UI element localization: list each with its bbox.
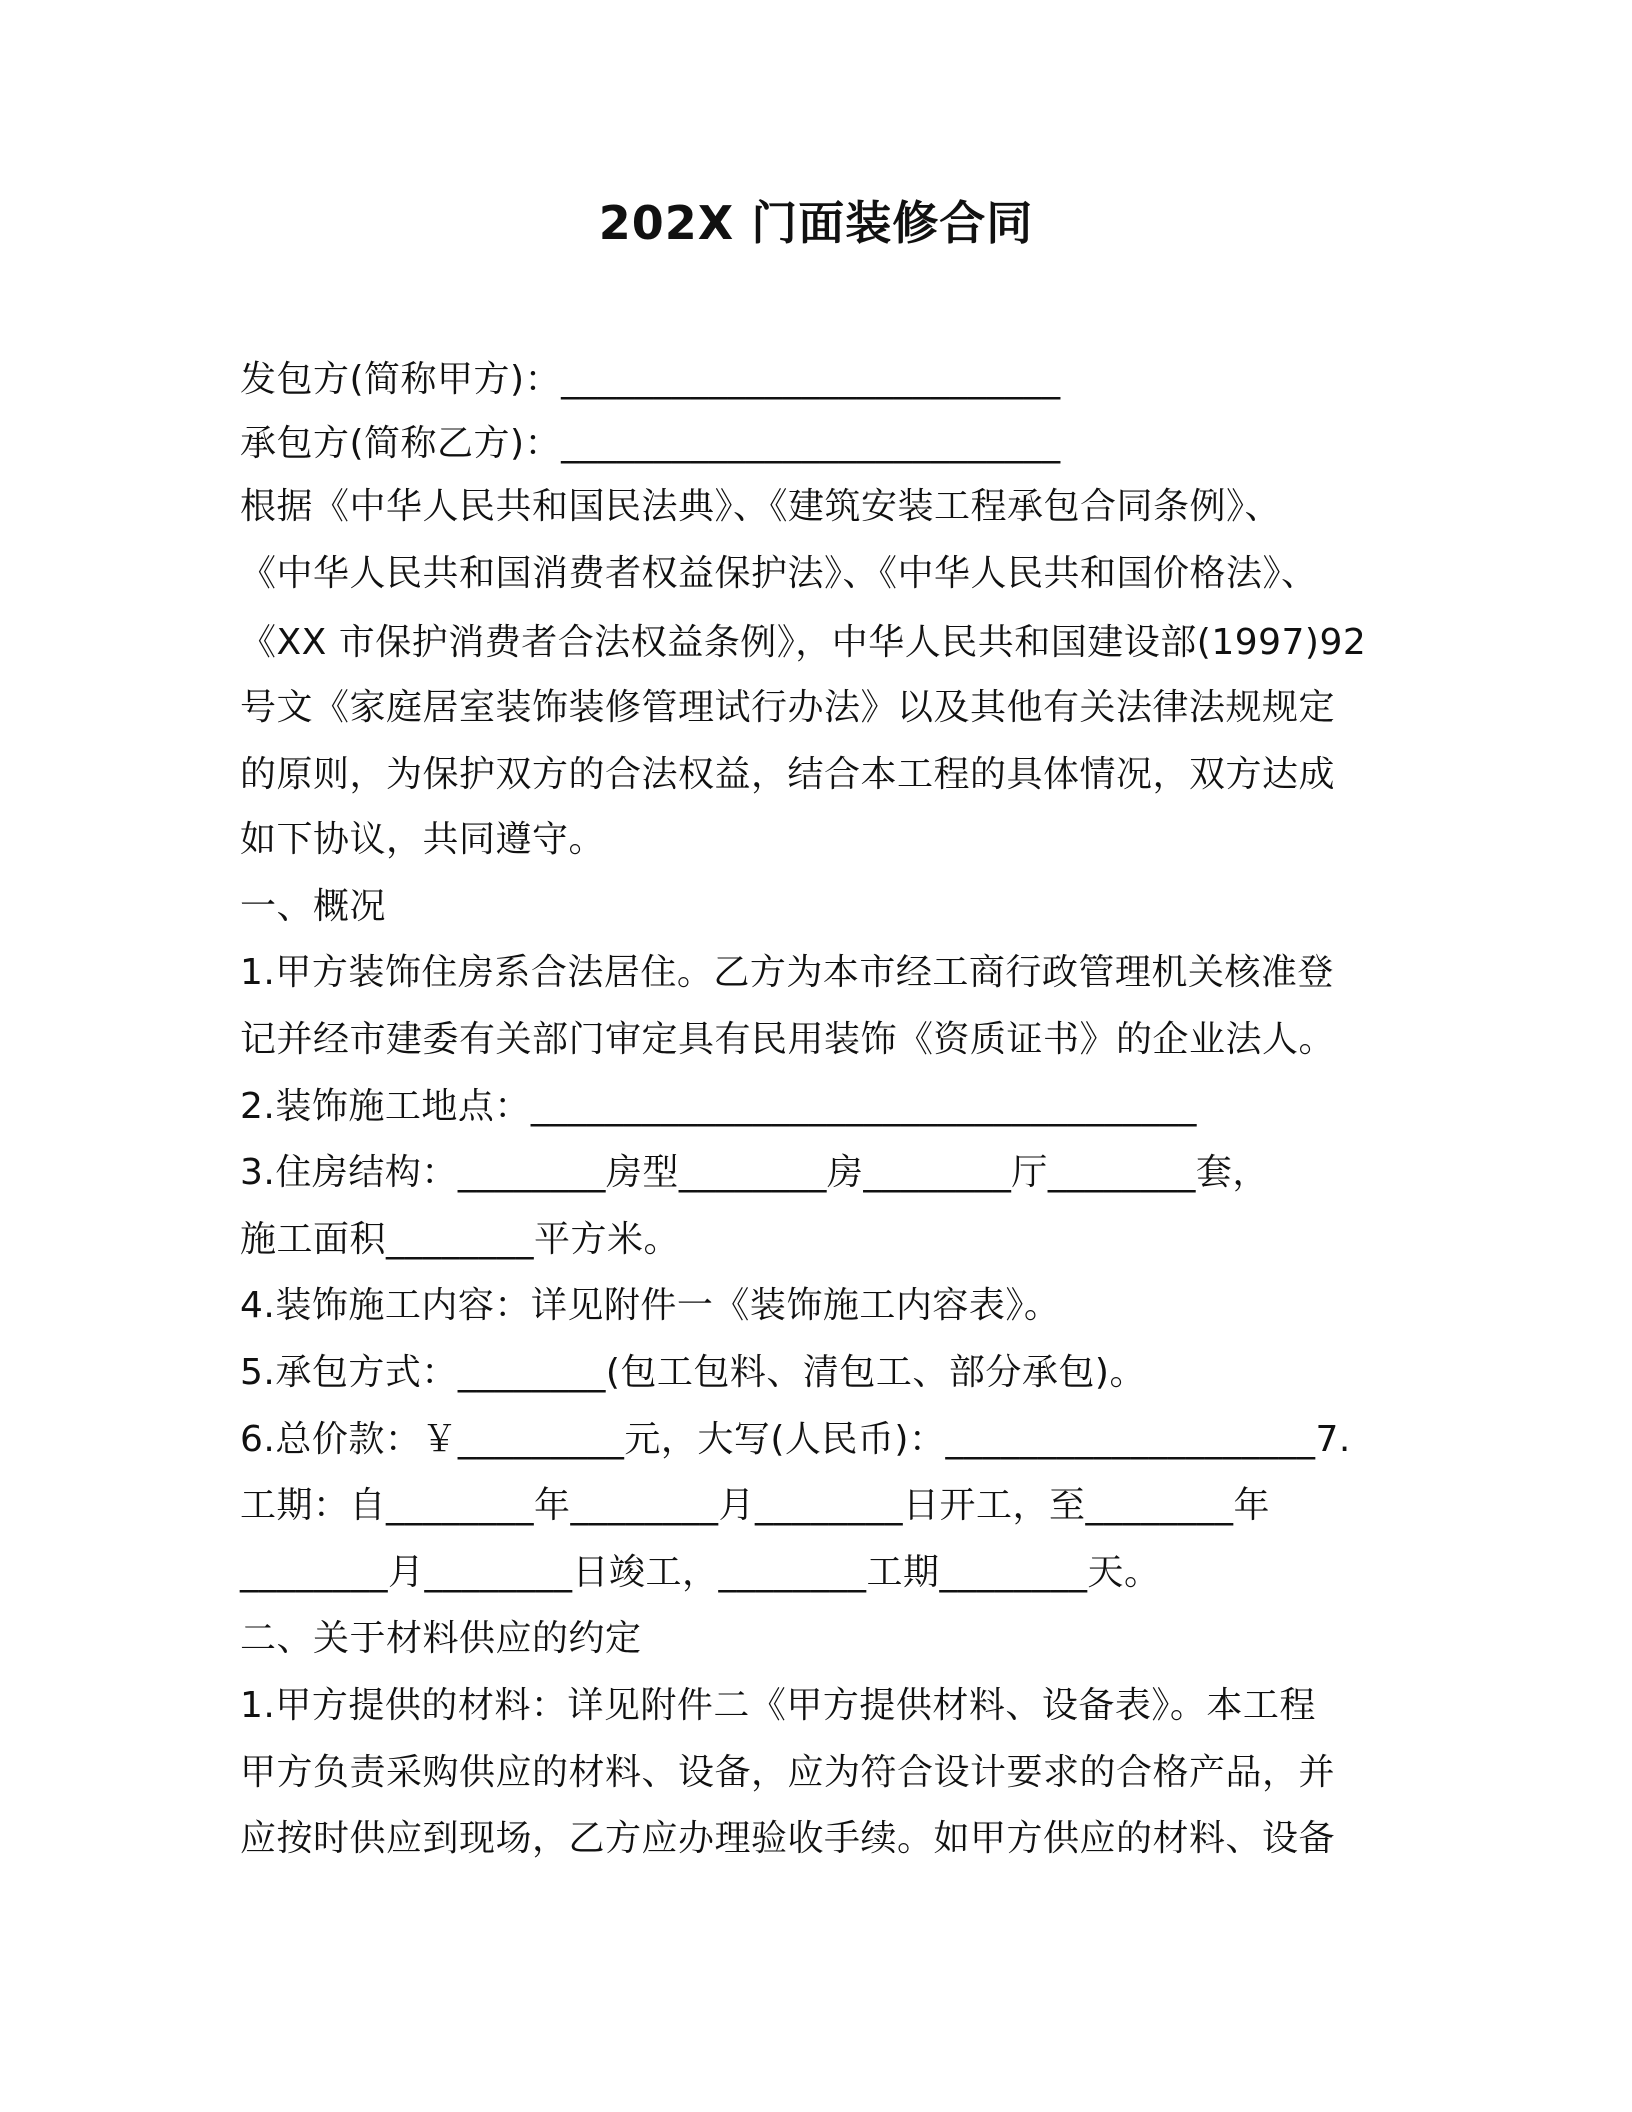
paragraph-line: 的原则，为保护双方的合法权益，结合本工程的具体情况，双方达成 <box>240 754 1336 795</box>
section-heading: 一、概况 <box>240 886 387 927</box>
paragraph-line: 2.装饰施工地点：____________________________________ <box>240 1086 1197 1127</box>
paragraph-line: 6.总价款：￥_________元，大写(人民币)：____________________7. <box>240 1419 1351 1460</box>
paragraph-line: 3.住房结构：________房型________房________厅________套， <box>240 1152 1269 1193</box>
paragraph-line: 根据《中华人民共和国民法典》、《建筑安装工程承包合同条例》、 <box>240 486 1282 527</box>
paragraph-line: 5.承包方式：________(包工包料、清包工、部分承包)。 <box>240 1352 1146 1393</box>
party-b-line: 承包方(简称乙方)：___________________________ <box>240 423 1061 464</box>
document-title: 202X 门面装修合同 <box>598 196 1034 250</box>
paragraph-line: 1.甲方装饰住房系合法居住。乙方为本市经工商行政管理机关核准登 <box>240 952 1334 993</box>
paragraph-line: 甲方负责采购供应的材料、设备，应为符合设计要求的合格产品，并 <box>240 1752 1336 1793</box>
paragraph-line: 《中华人民共和国消费者权益保护法》、《中华人民共和国价格法》、 <box>240 553 1318 594</box>
paragraph-line: 记并经市建委有关部门审定具有民用装饰《资质证书》的企业法人。 <box>240 1019 1336 1060</box>
paragraph-line: ________月________日竣工，________工期________天。 <box>240 1552 1161 1593</box>
paragraph-line: 施工面积________平方米。 <box>240 1219 681 1260</box>
paragraph-line: 如下协议，共同遵守。 <box>240 819 606 860</box>
paragraph-line: 1.甲方提供的材料：详见附件二《甲方提供材料、设备表》。本工程 <box>240 1685 1316 1726</box>
paragraph-line: 号文《家庭居室装饰装修管理试行办法》以及其他有关法律法规规定 <box>240 687 1336 728</box>
paragraph-line: 4.装饰施工内容：详见附件一《装饰施工内容表》。 <box>240 1285 1061 1326</box>
paragraph-line: 《XX 市保护消费者合法权益条例》，中华人民共和国建设部(1997)92 <box>240 622 1367 663</box>
paragraph-line: 应按时供应到现场，乙方应办理验收手续。如甲方供应的材料、设备 <box>240 1818 1336 1859</box>
paragraph-line: 工期：自________年________月________日开工，至________年 <box>240 1485 1271 1526</box>
section-heading: 二、关于材料供应的约定 <box>240 1618 642 1659</box>
party-a-line: 发包方(简称甲方)：___________________________ <box>240 359 1061 400</box>
